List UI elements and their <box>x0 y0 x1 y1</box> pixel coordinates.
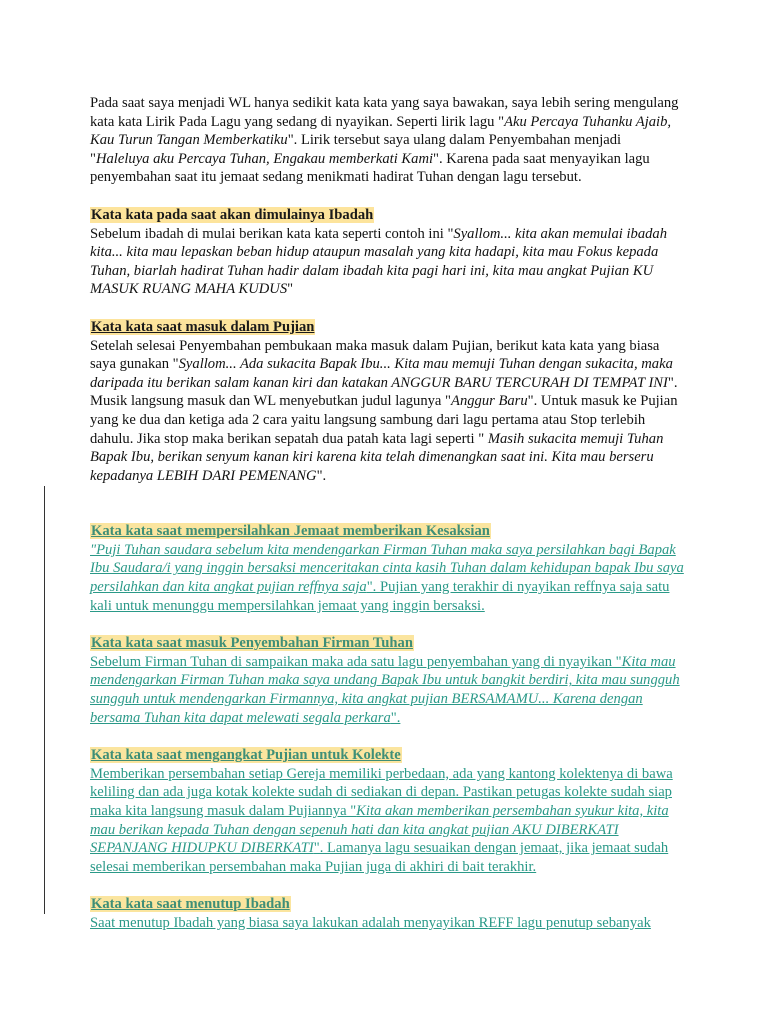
body-text: ". Pujian yang terakhir di nyayikan reffnya saja satu kali untuk menunggu mempersilahkan jemaat yang inggin bersaksi. <box>90 579 670 614</box>
section-body <box>90 914 684 933</box>
section-body <box>90 653 684 727</box>
section-heading: Kata kata pada saat akan dimulainya Ibadah <box>91 206 374 223</box>
section-closing-worship <box>90 895 684 932</box>
intro-text: ". Karena pada saat menyayikan lagu penyembahan saat itu jemaat sedang menikmati hadirat Tuhan dengan lagu tersebut. <box>90 150 650 186</box>
margin-change-bar <box>44 486 45 914</box>
body-quote: Syallom... Ada sukacita Bapak Ibu... Kita mau memuji Tuhan dengan sukacita, maka daripada itu berikan salam kanan kiri dan katakan ANGGUR BARU TERCURAH DI TEMPAT INI <box>90 356 673 391</box>
body-quote: Kita mau mendengarkan Firman Tuhan maka saya undang Bapak Ibu untuk bangkit berdiri, kita mau sungguh sungguh untuk mendengarkan Firmannya, kita angkat pujian BERSAMAMU... Karena dengan bersama Tuhan kita dapat melewati segala perkara <box>90 653 680 726</box>
body-quote: Masih sukacita memuji Tuhan Bapak Ibu, berikan senyum kanan kiri karena kita telah dimenangkan saat ini. Kita mau berseru kepadanya LEBIH DARI PEMENANG <box>90 430 664 484</box>
section-body <box>90 225 684 299</box>
section-heading: Kata kata saat mempersilahkan Jemaat memberikan Kesaksian <box>91 523 490 540</box>
body-text: ". Untuk masuk ke Pujian yang ke dua dan ketiga ada 2 cara yaitu langsung sambung dari lagu pertama atau Stop terlebih dahulu. Jika stop maka berikan sepatah dua patah kata lagi seperti " <box>90 393 678 447</box>
intro-text: ". Lirik tersebut saya ulang dalam Penyembahan menjadi " <box>90 132 622 167</box>
section-heading: Kata kata saat masuk dalam Pujian <box>91 318 315 335</box>
body-text: " <box>287 281 294 298</box>
section-opening-worship <box>90 206 684 299</box>
section-sermon-worship <box>90 634 684 727</box>
body-text: ". <box>390 709 401 726</box>
body-quote: Kita akan memberikan persembahan syukur kita, kita mau berikan kepada Tuhan dengan sepenuh hati dan kita angkat pujian AKU DIBERKATI SEPANJANG HIDUPKU DIBERKATI <box>90 803 669 857</box>
section-body <box>90 541 684 615</box>
document-page <box>90 94 684 952</box>
body-quote: Anggur Baru <box>451 393 528 410</box>
section-testimony <box>90 522 684 615</box>
body-quote: "Puji Tuhan saudara sebelum kita mendengarkan Firman Tuhan maka saya persilahkan bagi Bapak Ibu Saudara/i yang inggin bersaksi menceritakan cinta kasih Tuhan dalam kehidupan bapak Ibu saya persilahkan dan kita angkat pujian reffnya saja <box>90 541 684 596</box>
intro-lyric-quote: Aku Percaya Tuhanku Ajaib, Kau Turun Tangan Memberkatiku <box>90 113 672 149</box>
body-text: Saat menutup Ibadah yang biasa saya lakukan adalah menyayikan REFF lagu penutup sebanyak <box>90 914 651 931</box>
intro-paragraph <box>90 94 684 187</box>
section-body <box>90 337 684 486</box>
body-quote: Syallom... kita akan memulai ibadah kita... kita mau lepaskan beban hidup ataupun masalah yang kita hadapi, kita mau Fokus kepada Tuhan, biarlah hadirat Tuhan hadir dalam ibadah kita pagi hari ini, kita mau angkat Pujian KU MASUK RUANG MAHA KUDUS <box>90 225 668 298</box>
section-praise <box>90 318 684 485</box>
intro-lyric-quote: Haleluya aku Percaya Tuhan, Engakau memberkati Kami <box>95 150 434 167</box>
body-text: ". Lamanya lagu sesuaikan dengan jemaat, jika jemaat sudah selesai memberikan persembahan maka Pujian juga di akhiri di bait terakhir. <box>90 840 669 875</box>
section-offering <box>90 746 684 876</box>
body-text: ". <box>316 467 327 484</box>
body-text: Setelah selesai Penyembahan pembukaan maka masuk dalam Pujian, berikut kata kata yang biasa saya gunakan " <box>90 337 660 373</box>
body-text: ". Musik langsung masuk dan WL menyebutkan judul lagunya " <box>90 374 678 410</box>
body-text: Memberikan persembahan setiap Gereja memiliki perbedaan, ada yang kantong kolektenya di bawa keliling dan ada juga kotak kolekte sudah di sediakan di depan. Pastikan petugas kolekte sudah siap maka kita langsung masuk dalam Pujiannya " <box>90 765 673 819</box>
body-text: Sebelum ibadah di mulai berikan kata kata seperti contoh ini " <box>90 225 454 242</box>
section-heading: Kata kata saat masuk Penyembahan Firman Tuhan <box>91 635 413 652</box>
intro-text: Pada saat saya menjadi WL hanya sedikit kata kata yang saya bawakan, saya lebih sering mengulang kata kata Lirik Pada Lagu yang sedang di nyayikan. Seperti lirik lagu " <box>90 95 679 130</box>
body-text: Sebelum Firman Tuhan di sampaikan maka ada satu lagu penyembahan yang di nyayikan " <box>90 653 622 670</box>
section-heading: Kata kata saat mengangkat Pujian untuk Kolekte <box>91 747 401 764</box>
section-body <box>90 765 684 877</box>
section-heading: Kata kata saat menutup Ibadah <box>91 896 290 913</box>
